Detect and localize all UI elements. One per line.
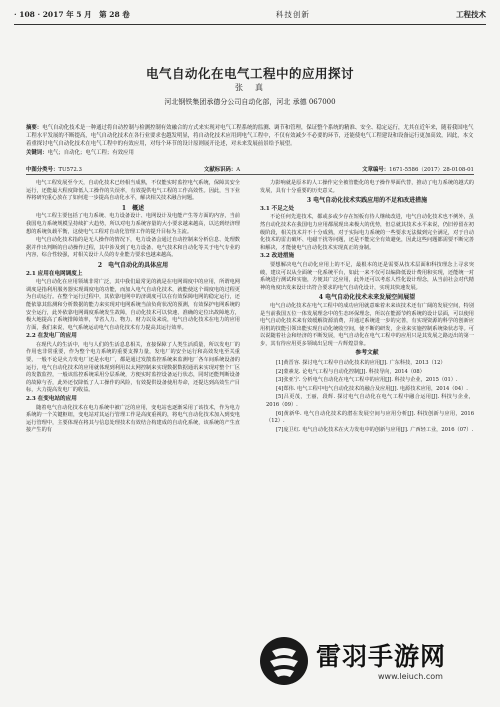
body-paragraph: 在现代人的生活中，电与人们的生活息息相关，直接保障了人类生活质量，所以发电厂的作用也非常重要，作为整个电力系统的重要支撑力量，发电厂的安全运行和高效发电至关重要，一般不论是火力发电厂还是水电厂，都是通过发散监控系统来监测电厂各车间系统设备的运行，电气自动化技术的应用就体现到利用以太网控制来实现数据数据通讯来实现对整个厂区的发散监控，一般该监控系统采用分层系统，方便实时监控设备运行状态，同时还能判断设备的故障与否，此外还仅降低了人工操作的风险，有效提供设备使用寿命，还提达到高效生产目标，大力提高发电厂的收益。 [26,341,240,394]
document-code: 文献标识码：A [203,167,241,173]
abstract-text: 电气自动化技术是一种通过将自动控制与检测控制有效融合的方式来实现对电气工程系统的监测、调节和管理，保证整个系统的精准、安全、稳定运行，尤其在近年来，随着我国电气工程水平发展的不断提高，电气自动化技术在各行业要求也越发明显，将自动化技术应用到电气工程中，不仅有效减少不必要的环节，还能使电气工程建设和设备运行更加高效，因此，本文着重探讨电气自动化技术在电气工程中的有效应用，对每个环节的设计原则展开论述，对未来发展前景给予展望。 [26,125,474,148]
reference-item: [2]蒙素龙. 论电气工程与自动化控制[J]. 科技导向，2014（08） [276,368,425,375]
reference-item: [5]吕更茂，王丽，段辉. 探讨电气自动化在电气工程中融合运用[J]. 科技与企业，2016（09）. [266,394,474,409]
section-heading-3: 3 电气自动化技术实践应用的不足和改进措施 [306,197,428,205]
running-header [14,6,486,22]
reference-item: [1]黄晋容. 探讨电气工程中自动化技术的应用[J]. 广东科技，2013（12） [276,360,446,367]
reference-item: [3]张亚宁. 分析电气自动化在电气工程中的应用[J]. 科技与企业，2015（01）. [276,377,458,384]
reference-item: [6]黄新华. 电气自动化技术的潜在发展空间与应用分析[J]. 科技创新与应用，2016（12）. [266,410,474,425]
issue-info: · 108 · 2017 年 5 月 第 28 卷 [14,9,130,19]
subsection-heading-2-1: 2.1 应用在电网调度上 [26,270,83,277]
subsection-heading-3-2: 3.2 改进措施 [260,253,295,260]
intro-paragraph: 电气工程发展至今天，自动化技术已经相当成熟，不仅能实时监控电气系统，保障其安全运行，还能最大程度降低人工操作的失误率，有效提供电气工程的工作高效性。因此，当下业界将研究重心放在了如何进一步提高自动化水平，解决相关技术融合问题。 [26,180,240,202]
subsection-heading-2-3: 2.3 在变电站的应用 [26,396,77,403]
section-name: 科技创新 [275,9,310,19]
article-title: 电气自动化在电气工程中的应用探讨 [145,66,354,81]
category-name: 工程技术 [455,9,486,19]
watermark-logo-icon [258,635,310,687]
subsection-heading-2-2: 2.2 在发电厂的应用 [26,333,77,340]
watermark-site-name: 雷羽手游网 [316,641,447,671]
body-paragraph: 不论任何先进技术，都或多或少存在短板有待人继续改进，电气自动化技术也不例外，虽然自动化技术在我国电力应用都展现出来极大的优势，但总就其技术水平来说，仍旧停留在初级阶段，相关技术并不十分成熟，对于实际电力系统的一些要求无法做到完全满足，对于自动化技术的雷击破坏、电磁干扰等问题，还是不能完全有效避免，因此这些问题都需要不断完善和解决，才能使电气自动化技术实现真正的身制。 [260,214,474,251]
body-paragraph: 电气自动化技术指的是无人操作的情况下，电力设备会通过自动控制来分析信息、处理数据并作出判断的自动操作过程，其中涉及到了电力设备、电气技术和自动化等关于电气专业的内容，综合性较强，对相关设计人员的专业能力要求也越来越高。 [26,237,240,259]
body-paragraph: 电气自动化在应用领域非常广泛，其中我们最常见的就是在电网调度中的应用，所谓电网调度是指利用服务器实现调度电的功能，而加入电气自动化技术，就能使这个调度电的过程更为自动运行。在整个运行过程中，其依靠电网中的济调度可以在有效保障电网的稳定运行，还能依靠其监测和分析数据的能力来实现对电网系统当前负荷状况的预测，有效保护电网系统的安全运行，此外依靠电网调度系统发生故障，自动化技术可以快速、准确的定位出故障地方，极大地提高了系统排障效率，节省人力、物力、财力以及来说，电气自动化技术在电力的应用方面，我们来说，电气系统运动电气自动化技术有力提高其运行效率。 [26,279,240,331]
right-column [260,180,474,435]
section-heading-1: 1 概述 [121,204,145,212]
author-name: 张 真 [235,83,265,92]
reference-item: [7]庞卫红. 电气自动化技术在火力发电中的创新与应用[J]. 广西轻工业，2016（07）. [276,426,474,433]
keywords-label: 关键词： [26,149,48,156]
body-paragraph: 电气工程主要包括了电力系统、电力设备设计、电网设计及电能产生等方面的内容，当前我国电力系统规模呈持续扩大趋势，所以对电力系统容量的大小要求越来越高，以达到经济理想的系统负载平衡，这使电气工程对自动化管理工作的提升目标为主流。 [26,213,240,235]
section-heading-4: 4 电气自动化技术未来发展空间展望 [318,294,416,302]
keywords-text: 电气；自动化；电气工程；有效应用 [47,149,134,156]
left-column [26,180,240,436]
reference-item: [4]郑伟. 电气工程中电气自动化技术的融合及应用[J]. 电源技术应用，2014（04）. [276,385,468,392]
clc-number: 中图分类号：TU572.3 [26,167,82,173]
body-paragraph: 要想解决电气自动化应用上的不足，最根本的还是需要从技术层面和科技理念上寻求突破，建议可以从全面统一化系统平台，如此一来不仅可以编降低设计费用和实现，还能统一对系统进行测试和实施，方便其广泛应用，此外还可以考虑人性化设计理念，从当前社会对代精神的角度出发来设计出符合要求的电气自动化设计，实现其快速发展。 [260,261,474,291]
header-divider [14,24,486,25]
affiliation: 河北钢铁集团承德分公司自动化部，河北 承德 067000 [164,98,336,106]
section-heading-2: 2 电气自动化的具体应用 [97,261,169,269]
references-heading: 参考文献 [355,350,379,357]
subsection-heading-3-1: 3.1 不足之处 [260,205,295,212]
classification-line [26,165,474,173]
body-paragraph: 电气自动化技术在电气工程中的成功应用就意味着未来该技术还有广阔的发展空间，特别是当前我国五位一体发展理念中的生态环保理念，所以在能源节约系统的设计层面，可以使用电气自动化技术来有效缓解资源消费，并通过系统进一步的完善，有实现资源的科学的创新应用机的技能引领出能实现自动化统收空间，使不断的研发，企业来实施控制系统染状态等。可以说随着社会和经济的不断发展，电气自动化在电气工程中的应用只是其发展之路迈出的第一步，其有待应用更多领域出呈现一片辉煌景象。 [260,302,474,347]
abstract-block [26,124,474,157]
body-paragraph: 力影响就是原本的人工操作完全被管能化的电子操作界面代替，推动了电力系统的越式的发展，具有十分重要的历史意义。 [260,180,474,194]
watermark-url: www.leiuch.com [378,671,443,681]
abstract-label: 摘要： [26,125,43,131]
article-number: 文章编号：1671-5586（2017）28-0108-01 [362,167,474,173]
body-paragraph: 随着电气自动化技术在电力系统中被广泛的应用，变电站也逐渐采用了该技术，作为电力系统的一个关键枢纽，变电站对其运行管理工作是高度重视的，将电气自动化技术加入到变电运行管理中，主要体现在将其与信息处理技术有效结合构建成的自动化系统，该系统的产生直接产生的有 [26,404,240,434]
meta-divider [26,174,474,175]
site-watermark [258,630,490,692]
